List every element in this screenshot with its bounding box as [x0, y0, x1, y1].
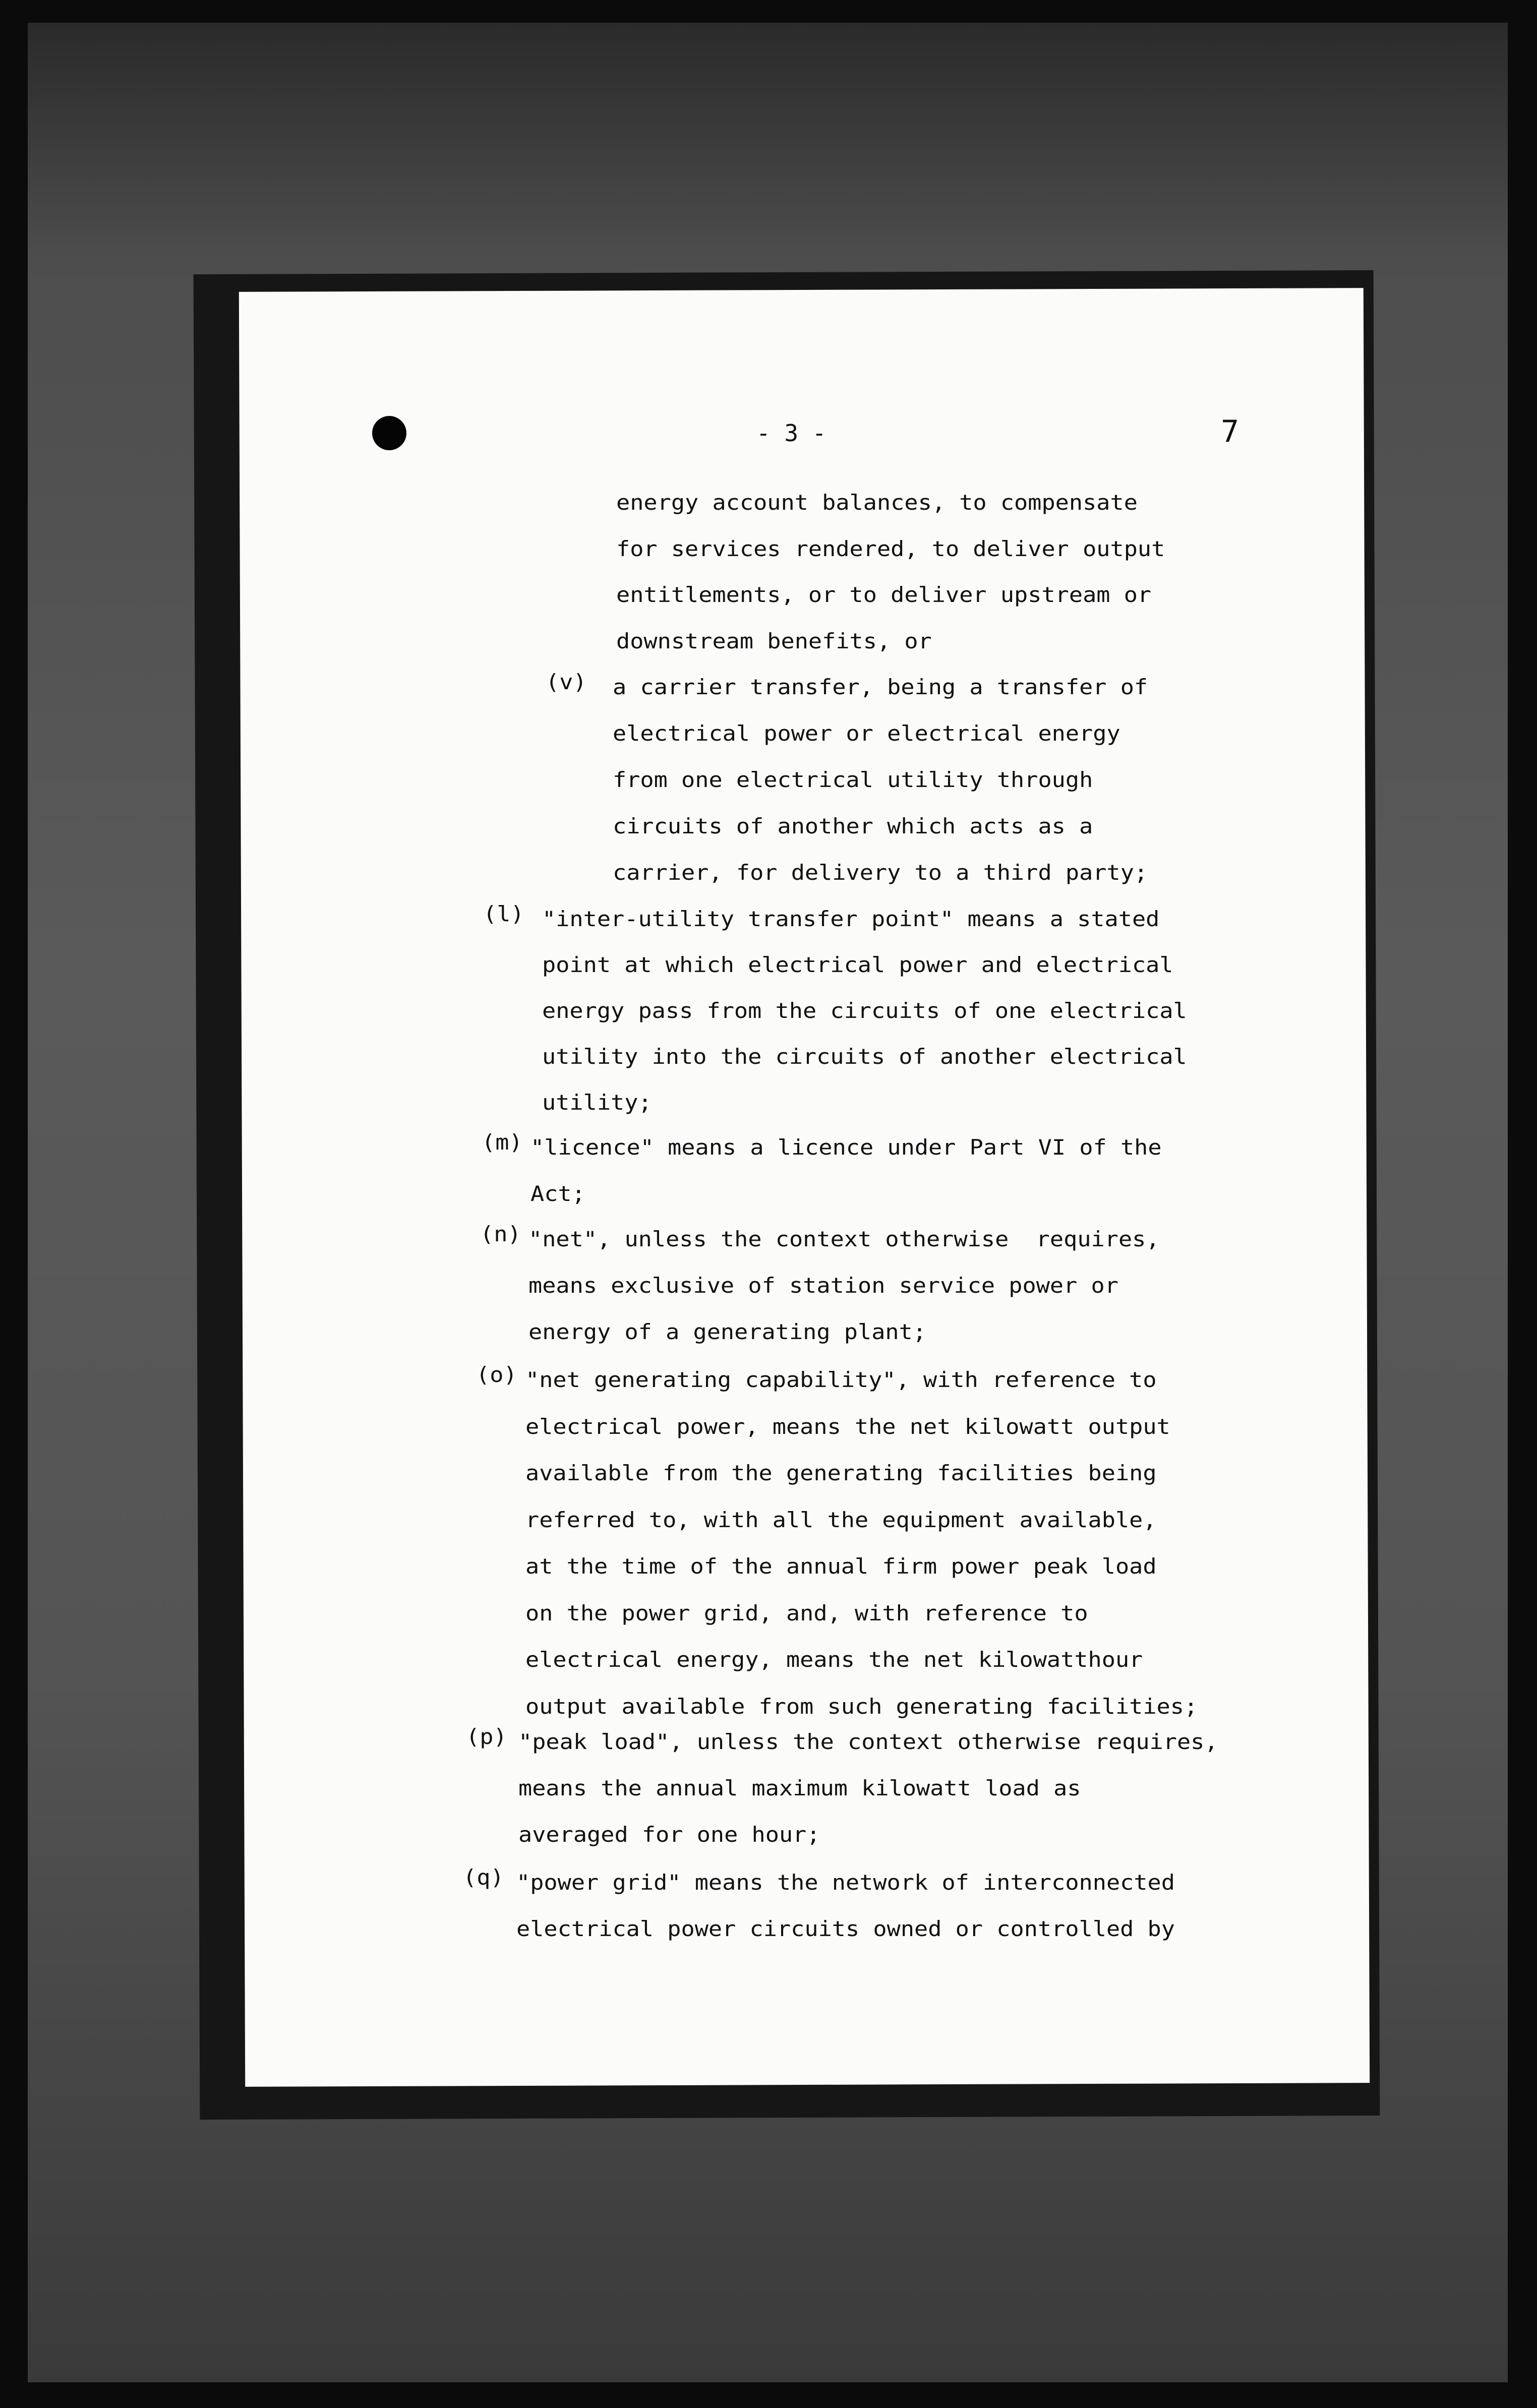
text-line: "net generating capability", with reference to [525, 1367, 1157, 1392]
text-line: electrical energy, means the net kilowatthour [525, 1647, 1143, 1672]
text-line: downstream benefits, or [616, 628, 932, 653]
text-line: Act; [530, 1181, 585, 1206]
text-line: from one electrical utility through [613, 767, 1093, 792]
page-number: - 3 - [756, 419, 826, 447]
text-line: averaged for one hour; [518, 1822, 820, 1847]
text-line: electrical power circuits owned or controlled by [516, 1916, 1175, 1941]
text-line: referred to, with all the equipment available, [525, 1507, 1157, 1532]
text-line: for services rendered, to deliver output [616, 536, 1165, 561]
text-line: energy account balances, to compensate [616, 490, 1138, 515]
clause-label: (m) [482, 1130, 523, 1155]
text-line: utility; [542, 1090, 652, 1115]
text-line: "licence" means a licence under Part VI of the [530, 1135, 1162, 1160]
text-line: "net", unless the context otherwise requires, [528, 1227, 1160, 1251]
clause-label: (l) [483, 901, 524, 926]
clause-label: (v) [546, 670, 587, 694]
text-line: circuits of another which acts as a [613, 814, 1093, 838]
folio-number: 7 [1221, 414, 1239, 449]
clause-label: (o) [476, 1362, 517, 1387]
text-line: utility into the circuits of another electrical [542, 1044, 1187, 1069]
clause-label: (n) [480, 1222, 521, 1246]
text-line: "power grid" means the network of interconnected [516, 1870, 1175, 1895]
text-line: entitlements, or to deliver upstream or [616, 582, 1152, 607]
text-line: on the power grid, and, with reference to [525, 1600, 1088, 1626]
punch-hole [372, 416, 406, 450]
text-line: energy of a generating plant; [528, 1319, 927, 1344]
text-line: point at which electrical power and electrical [542, 952, 1173, 977]
text-line: at the time of the annual firm power peak load [525, 1554, 1157, 1579]
text-line: output available from such generating facilities; [525, 1694, 1198, 1719]
text-line: electrical power or electrical energy [613, 721, 1120, 746]
text-line: means exclusive of station service power or [528, 1273, 1118, 1298]
text-line: carrier, for delivery to a third party; [613, 860, 1148, 885]
clause-label: (p) [466, 1724, 507, 1749]
text-line: a carrier transfer, being a transfer of [613, 675, 1148, 699]
clause-label: (q) [463, 1865, 504, 1890]
text-line: means the annual maximum kilowatt load as [518, 1776, 1081, 1800]
text-line: "inter-utility transfer point" means a stated [542, 907, 1160, 931]
text-line: available from the generating facilities being [525, 1461, 1157, 1485]
text-line: electrical power, means the net kilowatt output [525, 1414, 1170, 1439]
text-line: energy pass from the circuits of one electrical [542, 998, 1187, 1023]
text-line: "peak load", unless the context otherwise requires, [518, 1729, 1218, 1754]
